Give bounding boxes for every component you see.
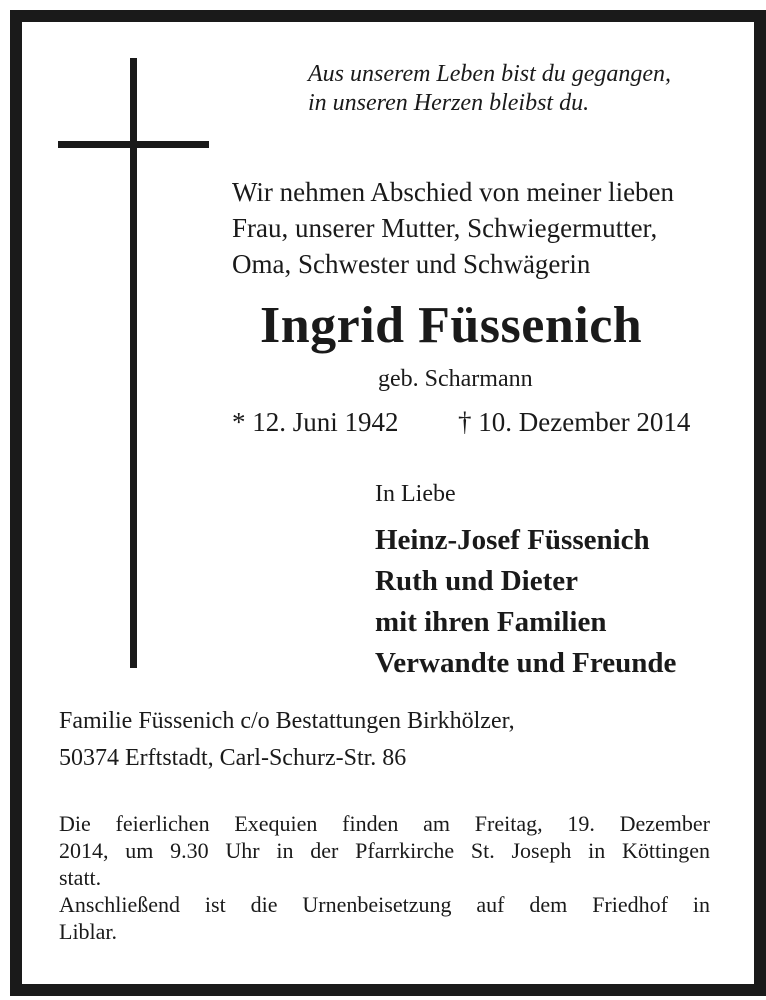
details-line: Die feierlichen Exequien finden am Freitag, 19. Dezember [59,811,710,836]
mourner-line: Verwandte und Freunde [375,647,677,679]
mourner-line: mit ihren Familien [375,606,607,638]
details-line: Anschließend ist die Urnenbeisetzung auf dem Friedhof in [59,892,710,917]
deceased-name: Ingrid Füssenich [260,297,643,354]
address-line: 50374 Erftstadt, Carl-Schurz-Str. 86 [59,745,407,771]
intro-line: Wir nehmen Abschied von meiner lieben [232,177,675,207]
motto-line: Aus unserem Leben bist du gegangen, [308,61,672,87]
service-details [59,810,710,945]
details-line: 2014, um 9.30 Uhr in der Pfarrkirche St. Joseph in Köttingen [59,838,710,863]
in-love-label: In Liebe [375,481,456,507]
address-line: Familie Füssenich c/o Bestattungen Birkhölzer, [59,708,515,734]
cross-icon-crossbar [58,141,209,148]
intro-text [232,174,674,282]
details-line: statt. [59,865,102,890]
motto-line: in unseren Herzen bleibst du. [308,90,590,116]
cross-icon [130,58,137,668]
intro-line: Frau, unserer Mutter, Schwiegermutter, [232,213,658,243]
mourner-line: Ruth und Dieter [375,565,579,597]
mourner-line: Heinz-Josef Füssenich [375,524,650,556]
details-line: Liblar. [59,919,118,944]
death-date: † 10. Dezember 2014 [458,407,691,437]
family-address [59,703,515,777]
motto [308,60,671,118]
birth-date: * 12. Juni 1942 [232,407,399,437]
mourners-list [375,520,676,684]
intro-line: Oma, Schwester und Schwägerin [232,249,591,279]
birth-name: geb. Scharmann [378,366,533,392]
